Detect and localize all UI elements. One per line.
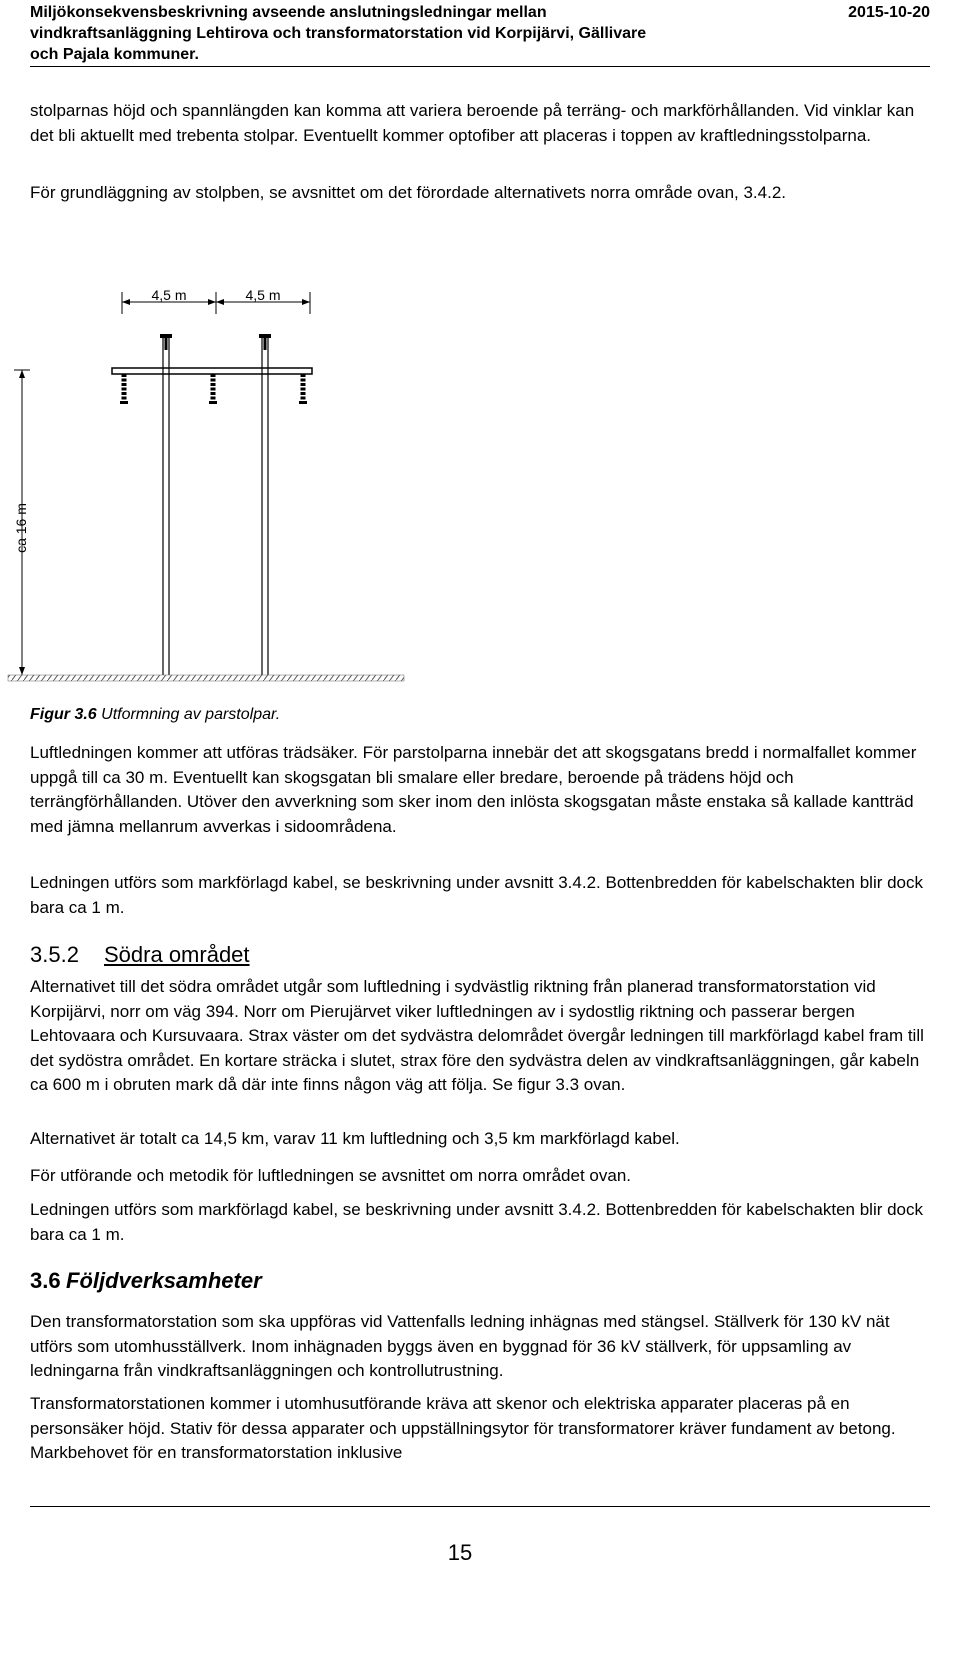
insulator-top-right [259, 334, 271, 350]
section-number: 3.6 [30, 1268, 61, 1293]
pole-drawing [0, 280, 440, 690]
body-paragraph-2: Ledningen utförs som markförlagd kabel, se beskrivning under avsnitt 3.4.2. Bottenbredden för kabelschakten blir dock bara ca 1 m. [30, 873, 924, 917]
ground-hatch [8, 675, 404, 681]
insulator-hanging-middle [209, 374, 217, 404]
intro-paragraph-1: stolparnas höjd och spannlängden kan komma att variera beroende på terräng- och markförhållanden. Vid vinklar kan det bli aktuellt med trebenta stolpar. Eventuellt kommer optofiber att placeras i toppen av kraftledningsstolparna. [30, 101, 915, 145]
pole-right [262, 338, 268, 675]
south-paragraph-3: För utförande och metodik för luftledningen se avsnittet om norra området ovan. [30, 1166, 631, 1185]
figure-caption-text: Utformning av parstolpar. [96, 706, 281, 723]
header-divider [30, 66, 930, 67]
insulator-hanging-right [299, 374, 307, 404]
footer-divider [30, 1506, 930, 1507]
south-paragraph-4: Ledningen utförs som markförlagd kabel, se beskrivning under avsnitt 3.4.2. Bottenbredden för kabelschakten blir dock bara ca 1 m. [30, 1200, 924, 1244]
intro-paragraph-2: För grundläggning av stolpben, se avsnittet om det förordade alternativets norra område ovan, 3.4.2. [30, 183, 787, 202]
insulator-hanging-left [120, 374, 128, 404]
body-paragraph-1: Luftledningen kommer att utföras trädsäker. För parstolparna innebär det att skogsgatans bredd i normalfallet kommer uppgå till ca 30 m. Eventuellt kan skogsgatan bli smalare eller bredare, beroende på trädens höjd och terrängförhållanden. Utöver den avverkning som sker inom den inlösta skogsgatan måste enstaka så kallade kantträd med jämna mellanrum avverkas i sidoområdena. [30, 743, 917, 836]
south-paragraph-1: Alternativet till det södra området utgår som luftledning i sydvästlig riktning från planerad transformatorstation vid Korpijärvi, norr om väg 394. Norr om Pierujärvet viker luftledningen av i sydostlig riktning och passerar bergen Lehtovaara och Kursuvaara. Strax väster om det sydvästra delområdet övergår ledningen till markförlagd kabel fram till det sydöstra området. En kortare sträcka i slutet, strax före den sydvästra delen av vindkraftsanläggningen, går kabeln ca 600 m i obruten mark då där inte finns någon väg att följa. Se figur 3.3 ovan. [30, 977, 924, 1094]
figure-caption [30, 706, 280, 724]
header-date: 2015-10-20 [848, 4, 930, 21]
insulator-top-left [160, 334, 172, 350]
pole-left [163, 338, 169, 675]
followup-paragraph-1: Den transformatorstation som ska uppföras vid Vattenfalls ledning inhägnas med stängsel. Ställverk för 130 kV nät utförs som utomhusställverk. Inom inhägnaden byggs även en byggnad för 36 kV ställverk, för uppsamling av ledningarna från vindkraftsanläggningen och kontrollutrustning. [30, 1312, 890, 1380]
section-title: Södra området [104, 942, 250, 967]
header-title: Miljökonsekvensbeskrivning avseende anslutningsledningar mellan vindkraftsanläggning Lehtirova och transformatorstation vid Korpijärvi, Gällivare och Pajala kommuner. [30, 4, 647, 63]
dim-height-label: ca 16 m [13, 503, 29, 553]
followup-paragraph-2: Transformatorstationen kommer i utomhusutförande kräva att skenor och elektriska apparater placeras på en personsäker höjd. Stativ för dessa apparater och uppställningsytor för transformatorer kräver fundament av betong. Markbehovet för en transformatorstation inklusive [30, 1394, 896, 1462]
section-number: 3.5.2 [30, 942, 79, 967]
section-heading-36 [30, 1266, 262, 1296]
section-title: Följdverksamheter [66, 1268, 262, 1293]
width-dimension [122, 287, 310, 314]
dim-right-label: 4,5 m [245, 287, 281, 303]
figure-caption-label: Figur 3.6 [30, 706, 97, 723]
height-dimension [13, 370, 30, 675]
page-header [30, 2, 930, 65]
dim-left-label: 4,5 m [151, 287, 187, 303]
crossarm [112, 368, 312, 374]
figure-parstolpar [0, 280, 440, 690]
section-heading-352 [30, 940, 250, 970]
page-number: 15 [447, 1540, 473, 1565]
south-paragraph-2: Alternativet är totalt ca 14,5 km, varav 11 km luftledning och 3,5 km markförlagd kabel. [30, 1129, 680, 1148]
